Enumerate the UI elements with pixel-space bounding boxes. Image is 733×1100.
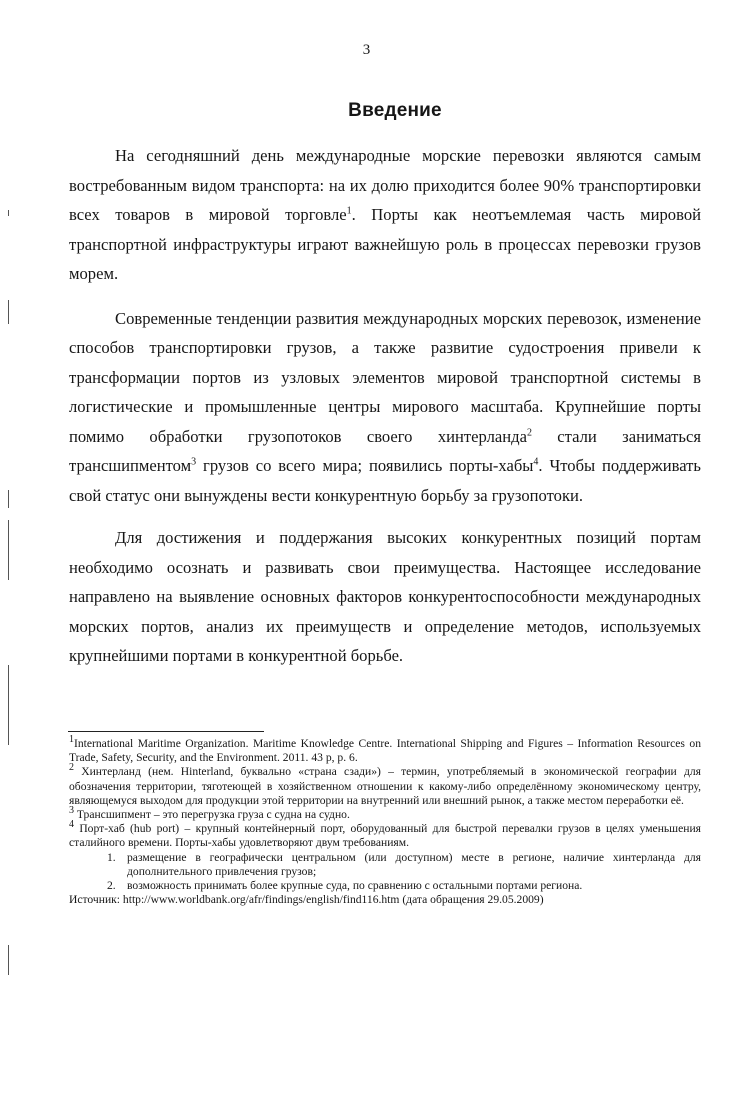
scan-margin-mark [8, 300, 9, 324]
footnote-text: Порт-хаб (hub port) – крупный контейнерный порт, оборудованный для быстрой перевалки грузов в целях уменьшения сталийного времени. Порты-хабы удовлетворяют двум требованиям. [69, 822, 701, 850]
scan-margin-mark [8, 490, 9, 508]
paragraph-text: Для достижения и поддержания высоких конкурентных позиций портам необходимо осознать и развивать свои преимущества. Настоящее исследование направлено на выявление основных факторов конкурентоспособности международных морских портов, анализ их преимуществ и определение методов, используемых крупнейшими портами в конкурентной борьбе. [69, 528, 701, 665]
footnote-ref: 2 [526, 426, 532, 438]
footnote-ref: 4 [533, 456, 539, 468]
footnote-source: Источник: http://www.worldbank.org/afr/findings/english/find116.htm (дата обращения 29.05.2009) [69, 893, 544, 907]
footnote-4 [69, 819, 701, 850]
paragraph-2 [69, 304, 701, 511]
scan-margin-mark [8, 945, 9, 975]
list-item [107, 851, 701, 879]
list-item-number: 2. [107, 879, 116, 893]
footnote-mark: 1 [69, 734, 74, 746]
footnote-mark: 2 [69, 762, 74, 774]
footnote-1 [69, 734, 701, 765]
list-item-text: возможность принимать более крупные суда, по сравнению с остальными портами региона. [127, 879, 583, 893]
paragraph-text: На сегодняшний день международные морские перевозки являются самым востребованным видом транспорта: на их долю приходится более 90% транспортировки всех товаров в мировой торговле [69, 146, 701, 224]
page-title: Введение [348, 100, 442, 121]
footnote-3 [69, 805, 701, 822]
footnote-ref: 3 [191, 456, 197, 468]
footnote-text: Трансшипмент – это перегрузка груза с судна на судно. [74, 808, 350, 822]
footnote-divider [68, 731, 264, 732]
footnote-mark: 4 [69, 819, 74, 831]
body-text [69, 141, 701, 686]
footnote-ref: 1 [346, 205, 352, 217]
list-item-number: 1. [107, 850, 116, 864]
paragraph-text: грузов со всего мира; появились порты-хабы [196, 456, 534, 475]
paragraph-3 [69, 523, 701, 671]
footnote-list [69, 851, 701, 894]
paragraph-text: Современные тенденции развития международных морских перевозок, изменение способов транспортировки грузов, а также развитие судостроения привели к трансформации портов из узловых элементов мировой транспортной системы в логистические и промышленные центры мирового масштаба. Крупнейшие порты помимо обработки грузопотоков своего хинтерланда [69, 308, 701, 446]
paragraph-text: . Порты как неотъемлемая часть мировой транспортной инфраструктуры играют важнейшую роль в процессах перевозки грузов морем. [69, 205, 701, 283]
footnotes [69, 734, 701, 907]
footnote-mark: 3 [69, 805, 74, 817]
scan-margin-mark [8, 665, 9, 745]
footnote-2 [69, 762, 701, 808]
scan-margin-mark [8, 520, 9, 580]
paragraph-text: . Чтобы поддерживать свой статус они вынуждены вести конкурентную борьбу за грузопотоки. [69, 456, 701, 505]
paragraph-text: стали заниматься трансшипментом [69, 426, 701, 475]
footnote-text: Хинтерланд (нем. Hinterland, буквально «страна сзади») – термин, употребляемый в экономической географии для обозначения территории, тяготеющей в хозяйственном отношении к какому-либо определённому экономическому центру, являющемуся выходом для продукции этой территории на внутренний или внешний рынок, а также местом переработки её. [69, 765, 701, 807]
page-number: 3 [362, 42, 371, 58]
scan-margin-mark [8, 210, 9, 216]
paragraph-1 [69, 141, 701, 289]
footnote-text: International Maritime Organization. Maritime Knowledge Centre. International Shipping and Figures – Information Resources on Trade, Safety, Security, and the Environment. 2011. 43 p, p. 6. [69, 737, 701, 765]
list-item [107, 879, 701, 893]
list-item-text: размещение в географически центральном (или доступном) месте в регионе, наличие хинтерланда для дополнительного привлечения грузов; [127, 850, 701, 878]
